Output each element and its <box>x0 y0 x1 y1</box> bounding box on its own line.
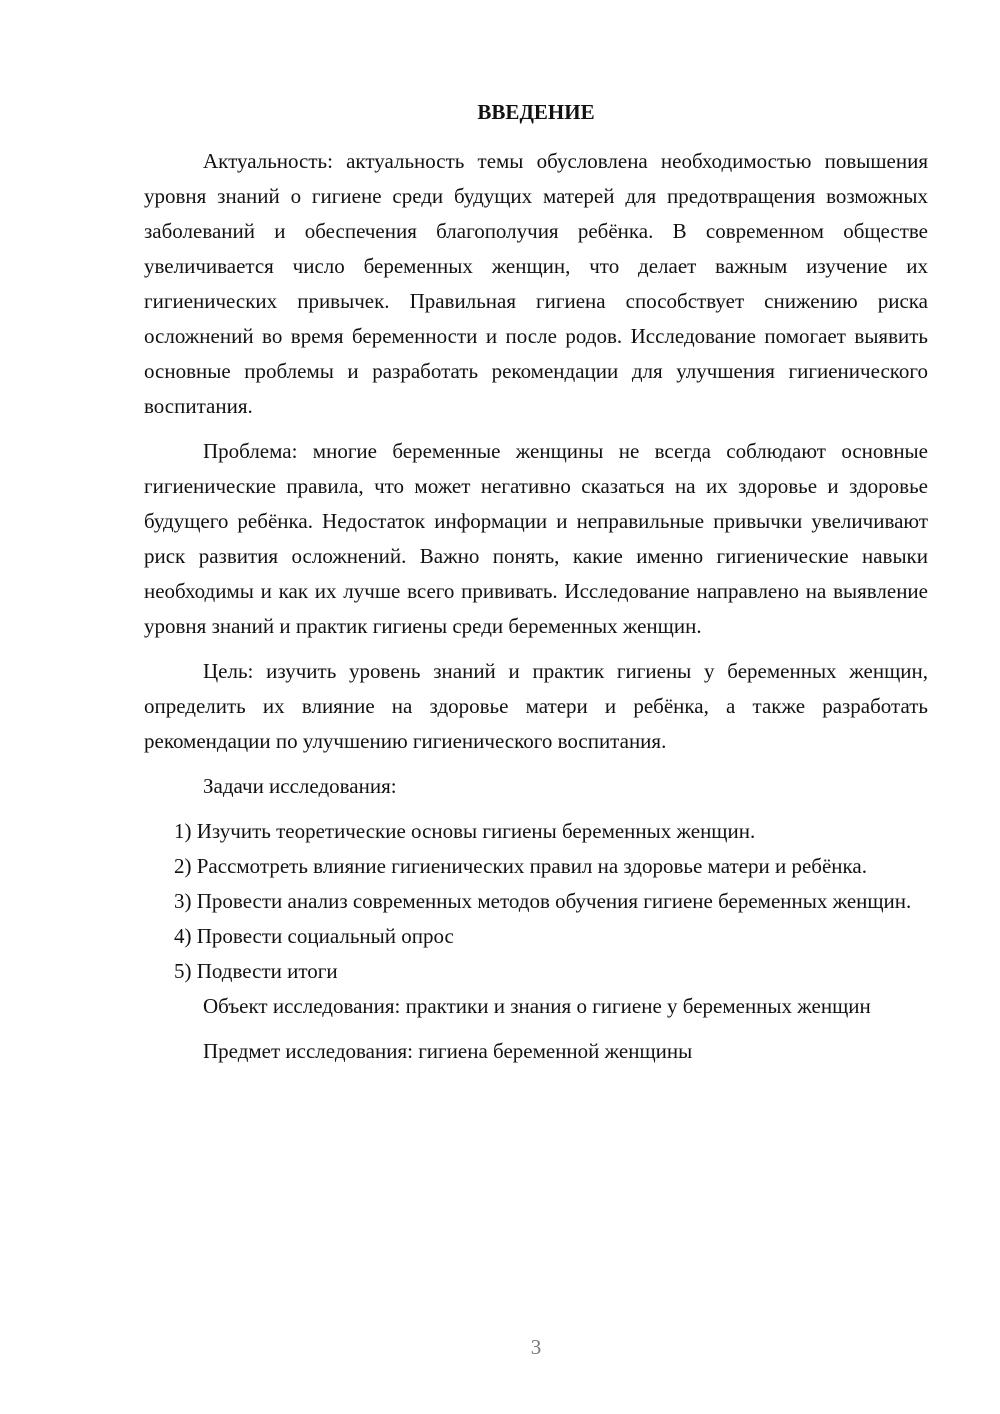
relevance-paragraph: Актуальность: актуальность темы обусловлена необходимостью повышения уровня знаний о гигиене среди будущих матерей для предотвращения возможных заболеваний и обеспечения благополучия ребёнка. В современном обществе увеличивается число беременных женщин, что делает важным изучение их гигиенических привычек. Правильная гигиена способствует снижению риска осложнений во время беременности и после родов. Исследование помогает выявить основные проблемы и разработать рекомендации для улучшения гигиенического воспитания. <box>144 149 928 418</box>
page-number: 3 <box>530 1335 542 1359</box>
goal-paragraph: Цель: изучить уровень знаний и практик гигиены у беременных женщин, определить их влияние на здоровье матери и ребёнка, а также разработать рекомендации по улучшению гигиенического воспитания. <box>144 659 928 753</box>
document-body <box>144 144 928 1069</box>
subject-paragraph: Предмет исследования: гигиена беременной женщины <box>203 1039 693 1063</box>
task-item: 5) Подвести итоги <box>174 959 338 983</box>
tasks-heading: Задачи исследования: <box>203 774 397 798</box>
task-item: 2) Рассмотреть влияние гигиенических правил на здоровье матери и ребёнка. <box>174 854 867 878</box>
document-title: ВВЕДЕНИЕ <box>477 100 595 124</box>
object-paragraph: Объект исследования: практики и знания о гигиене у беременных женщин <box>203 994 871 1018</box>
problem-paragraph: Проблема: многие беременные женщины не всегда соблюдают основные гигиенические правила, что может негативно сказаться на их здоровье и здоровье будущего ребёнка. Недостаток информации и неправильные привычки увеличивают риск развития осложнений. Важно понять, какие именно гигиенические навыки необходимы и как их лучше всего прививать. Исследование направлено на выявление уровня знаний и практик гигиены среди беременных женщин. <box>144 439 928 638</box>
task-item: 4) Провести социальный опрос <box>174 924 454 948</box>
task-item: 3) Провести анализ современных методов обучения гигиене беременных женщин. <box>174 889 912 913</box>
tasks-list <box>144 814 928 989</box>
task-item: 1) Изучить теоретические основы гигиены беременных женщин. <box>174 819 756 843</box>
